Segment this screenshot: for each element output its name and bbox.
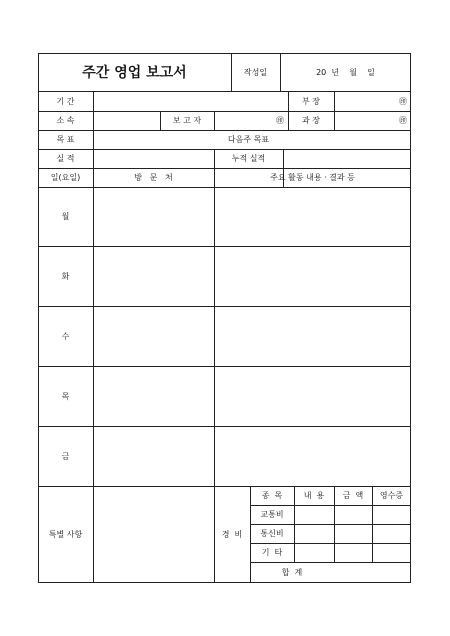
expense-item-telecom: 통신비	[260, 529, 284, 538]
expense-label: 경 비	[221, 529, 243, 539]
section-head-label: 과 장	[302, 116, 320, 125]
day-label-wed: 수	[61, 331, 70, 341]
section-head-seal[interactable]: ㊞	[399, 116, 407, 125]
expense-item-transport: 교통비	[260, 510, 284, 519]
rule	[38, 582, 411, 583]
activity-field-wed[interactable]	[214, 306, 411, 366]
actual-field[interactable]	[93, 149, 214, 168]
write-date-field[interactable]: 20 년 월 일	[316, 67, 375, 77]
day-label-thu: 목	[61, 391, 70, 401]
col-header-activity: 주요 활동 내용 · 결과 등	[270, 173, 355, 182]
visit-field-fri[interactable]	[93, 426, 214, 486]
day-label-fri: 금	[61, 451, 70, 461]
activity-field-thu[interactable]	[214, 366, 411, 426]
affiliation-label: 소 속	[56, 116, 75, 125]
write-date-label: 작성일	[243, 67, 268, 77]
special-notes-label: 특별 사항	[48, 529, 83, 539]
expense-header-amount: 금 액	[342, 491, 364, 500]
next-week-target-field[interactable]	[283, 130, 411, 149]
reporter-label: 보 고 자	[172, 116, 202, 125]
reporter-seal[interactable]: ㊞	[276, 116, 284, 125]
activity-field-fri[interactable]	[214, 426, 411, 486]
expense-header-receipt: 영수증	[379, 491, 404, 500]
target-field[interactable]	[93, 130, 214, 149]
col-header-visit: 방 문 처	[134, 173, 173, 182]
dept-head-seal[interactable]: ㊞	[399, 96, 407, 106]
visit-field-mon[interactable]	[93, 187, 214, 246]
expense-item-other: 기 타	[261, 548, 283, 557]
period-label: 기 간	[56, 96, 75, 106]
document-title: 주간 영업 보고서	[82, 65, 187, 81]
expense-total-label: 합 계	[281, 567, 303, 577]
target-label: 목 표	[56, 135, 75, 144]
visit-field-wed[interactable]	[93, 306, 214, 366]
day-label-mon: 월	[61, 212, 70, 221]
activity-field-mon[interactable]	[214, 187, 411, 246]
cumulative-field[interactable]	[283, 149, 411, 168]
expense-header-item: 종 목	[261, 491, 283, 500]
weekly-sales-report-form	[38, 53, 411, 583]
special-notes-field[interactable]	[93, 486, 214, 582]
visit-field-thu[interactable]	[93, 366, 214, 426]
actual-label: 실 적	[56, 154, 75, 163]
visit-field-tue[interactable]	[93, 246, 214, 306]
expense-header-detail: 내 용	[303, 491, 325, 500]
next-week-target-label: 다음주 목표	[227, 135, 270, 144]
dept-head-label: 부 장	[302, 96, 320, 106]
col-header-day: 일(요일)	[50, 173, 81, 182]
expense-total-field[interactable]	[334, 562, 411, 582]
period-field[interactable]	[93, 91, 288, 111]
activity-field-tue[interactable]	[214, 246, 411, 306]
cumulative-label: 누적 실적	[231, 154, 266, 163]
day-label-tue: 화	[61, 271, 70, 281]
affiliation-field[interactable]	[93, 111, 160, 130]
